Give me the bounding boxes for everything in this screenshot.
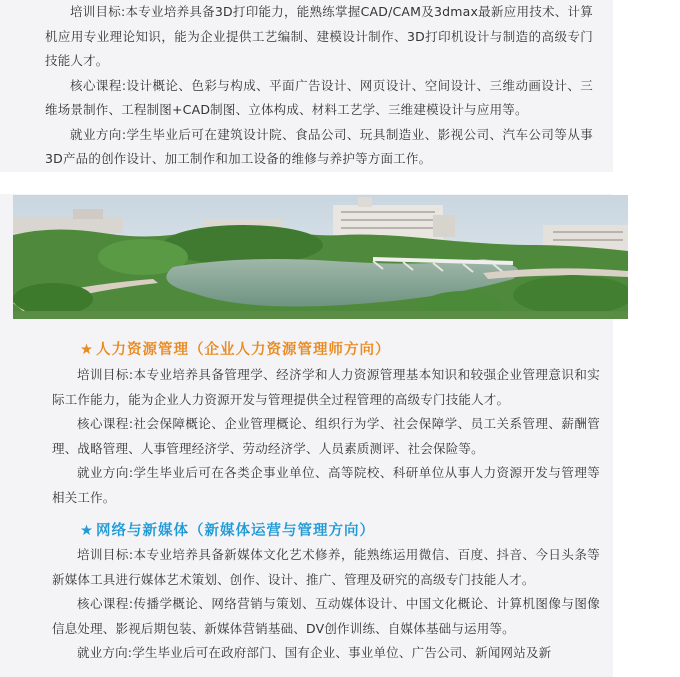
core-courses: 核心课程:设计概论、色彩与构成、平面广告设计、网页设计、空间设计、三维动画设计、三维场景制作、工程制图+CAD制图、立体构成、材料工艺学、三维建模设计与应用等。 — [45, 77, 593, 117]
training-goal: 培训目标:本专业培养具备3D打印能力，能熟练掌握CAD/CAM及3dmax最新应用技术、计算机应用专业理论知识，能为企业提供工艺编制、建模设计制作、3D打印机设计与制造的高级专门技能人才。 — [45, 4, 593, 68]
section-new-media — [52, 543, 600, 666]
core-courses: 核心课程:传播学概论、网络营销与策划、互动媒体设计、中国文化概论、计算机图像与图像信息处理、影视后期包装、新媒体营销基础、DV创作训练、自媒体基础与运用等。 — [52, 596, 600, 636]
section-3d-printing — [45, 0, 593, 172]
career-direction: 就业方向:学生毕业后可在政府部门、国有企业、事业单位、广告公司、新闻网站及新 — [77, 645, 552, 660]
campus-photo — [13, 195, 628, 319]
heading-text: 网络与新媒体（新媒体运营与管理方向） — [96, 523, 375, 539]
heading-new-media — [80, 519, 375, 540]
star-icon: ★ — [80, 523, 94, 539]
career-direction: 就业方向:学生毕业后可在建筑设计院、食品公司、玩具制造业、影视公司、汽车公司等从事3D产品的创作设计、加工制作和加工设备的维修与养护等方面工作。 — [45, 126, 593, 166]
section-gap — [0, 172, 630, 194]
section-hr-management — [52, 363, 600, 510]
training-goal: 培训目标:本专业培养具备新媒体文化艺术修养，能熟练运用微信、百度、抖音、今日头条等新媒体工具进行媒体艺术策划、创作、设计、推广、管理及研究的高级专门技能人才。 — [52, 547, 600, 587]
core-courses: 核心课程:社会保障概论、企业管理概论、组织行为学、社会保障学、员工关系管理、薪酬管理、战略管理、人事管理经济学、劳动经济学、人员素质测评、社会保险等。 — [52, 416, 600, 456]
career-direction: 就业方向:学生毕业后可在各类企事业单位、高等院校、科研单位从事人力资源开发与管理等相关工作。 — [52, 465, 600, 505]
training-goal: 培训目标:本专业培养具备管理学、经济学和人力资源管理基本知识和较强企业管理意识和实际工作能力，能为企业人力资源开发与管理提供全过程管理的高级专门技能人才。 — [52, 367, 600, 407]
heading-hr-management — [80, 338, 391, 359]
star-icon: ★ — [80, 342, 94, 358]
heading-text: 人力资源管理（企业人力资源管理师方向） — [96, 342, 391, 358]
